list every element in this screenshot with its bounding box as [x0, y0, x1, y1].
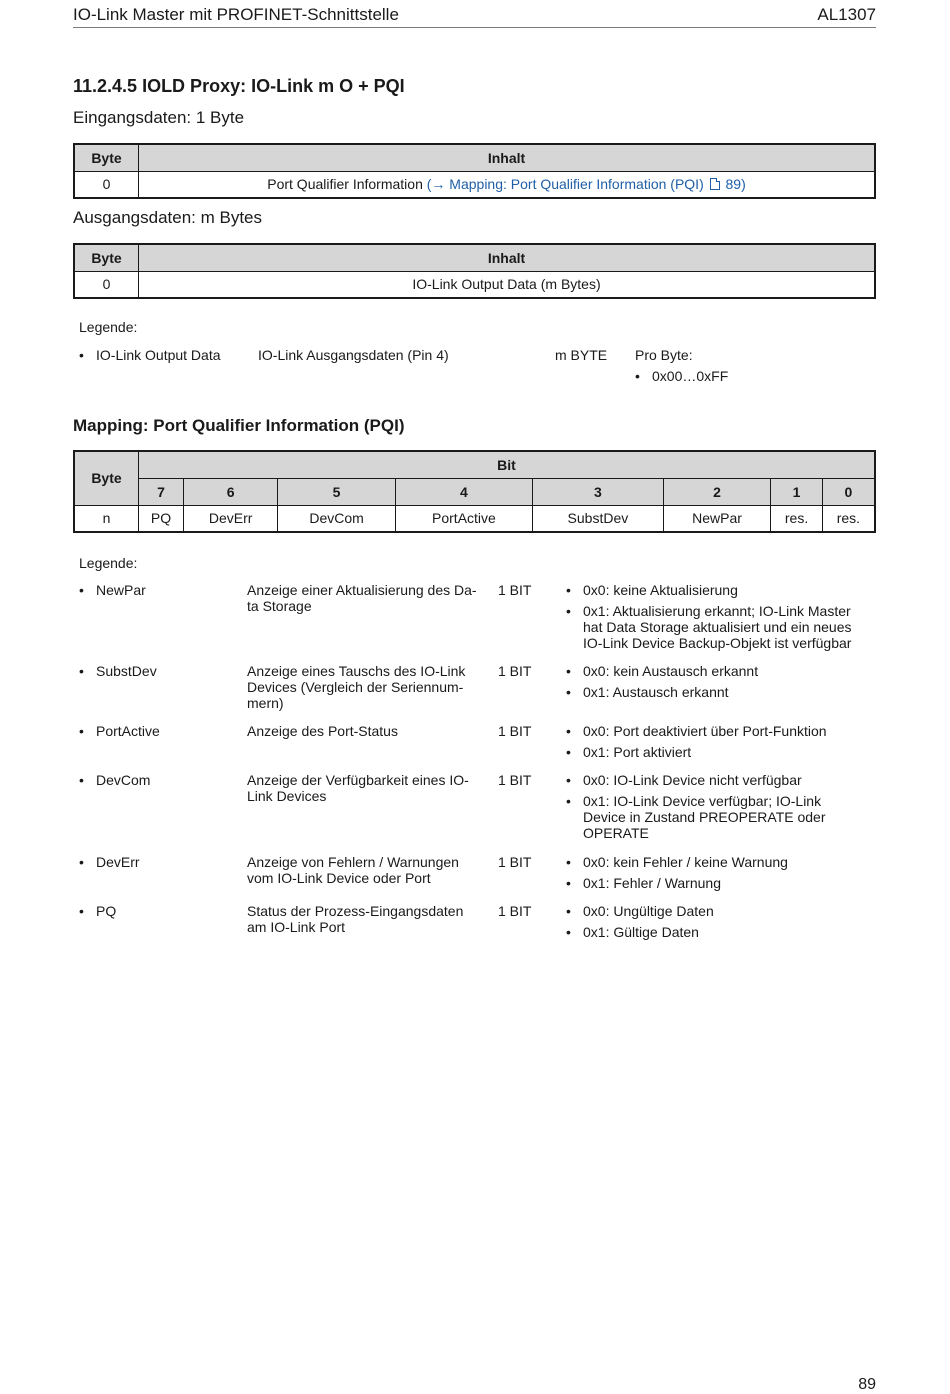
legend-item-name: • PortActive: [79, 723, 160, 739]
legend-item-value: • 0x0: IO-Link Device nicht verfügbar: [566, 772, 802, 788]
cell-byte: n: [74, 505, 139, 532]
legend-item-value: • 0x1: Aktualisierung erkannt; IO-Link Master: [566, 603, 851, 619]
legend-item-description: ta Storage: [247, 598, 312, 614]
legend-item-name: • DevErr: [79, 854, 140, 870]
legend-item-name: • IO-Link Output Data: [79, 347, 221, 363]
legend-item-value: • 0x0: kein Austausch erkannt: [566, 663, 758, 679]
page-reference-icon: [710, 178, 720, 190]
content-text: Port Qualifier Information: [267, 176, 427, 193]
pqi-mapping-table: [73, 450, 876, 533]
legend-item-type: m BYTE: [555, 347, 608, 363]
legend-item-range-value: • 0x00…0xFF: [635, 368, 728, 384]
col-header-byte: Byte: [74, 144, 139, 171]
page-number: 89: [858, 1376, 876, 1393]
legend-item-value: • 0x1: IO-Link Device verfügbar; IO-Link: [566, 793, 821, 809]
bit-value-cell: SubstDev: [533, 505, 664, 532]
legend-item-description: vom IO-Link Device oder Port: [247, 870, 431, 886]
cell-content: IO-Link Output Data (m Bytes): [139, 271, 876, 298]
output-data-heading: Ausgangsdaten: m Bytes: [73, 208, 263, 227]
mapping-link-text[interactable]: (→ Mapping: Port Qualifier Information (PQI): [426, 176, 708, 193]
mapping-heading: Mapping: Port Qualifier Information (PQI): [73, 416, 405, 435]
legend-item-type: 1 BIT: [498, 772, 532, 788]
legend-item-type: 1 BIT: [498, 582, 532, 598]
bit-value-cell: res.: [822, 505, 875, 532]
col-header-byte: Byte: [74, 244, 139, 271]
legend-item-name: • SubstDev: [79, 663, 157, 679]
bit-header: 2: [663, 478, 771, 505]
col-header-content: Inhalt: [139, 244, 876, 271]
legend-item-value: hat Data Storage aktualisiert und ein neues: [583, 619, 852, 635]
page-header: [73, 3, 876, 28]
bit-value-cell: DevCom: [278, 505, 395, 532]
legend-label: Legende:: [79, 319, 138, 335]
legend-item-type: 1 BIT: [498, 854, 532, 870]
product-code: AL1307: [817, 5, 876, 24]
legend-label: Legende:: [79, 555, 138, 571]
bit-header: 0: [822, 478, 875, 505]
bit-header: 5: [278, 478, 395, 505]
legend-item-description: mern): [247, 695, 284, 711]
cell-byte: 0: [74, 271, 139, 298]
bit-header: 7: [139, 478, 184, 505]
mapping-link[interactable]: [427, 176, 746, 192]
legend-item-value: Device in Zustand PREOPERATE oder: [583, 809, 826, 825]
legend-item-value: IO-Link Device Backup-Objekt ist verfügbar: [583, 635, 852, 651]
output-data-table: [73, 243, 876, 299]
legend-item-value: • 0x0: kein Fehler / keine Warnung: [566, 854, 788, 870]
legend-item-description: IO-Link Ausgangsdaten (Pin 4): [258, 347, 449, 363]
legend-item-name: • NewPar: [79, 582, 146, 598]
legend-item-value: OPERATE: [583, 825, 649, 841]
col-header-bit: Bit: [139, 451, 876, 478]
bit-value-cell: PortActive: [395, 505, 532, 532]
bit-value-cell: PQ: [139, 505, 184, 532]
bit-value-cell: res.: [771, 505, 823, 532]
legend-item-type: 1 BIT: [498, 903, 532, 919]
legend-item-name: • PQ: [79, 903, 116, 919]
legend-item-value: • 0x0: Port deaktiviert über Port-Funktion: [566, 723, 827, 739]
input-data-table: [73, 143, 876, 199]
col-header-byte: Byte: [74, 451, 139, 505]
legend-item-value: • 0x1: Gültige Daten: [566, 924, 699, 940]
bit-header: 3: [533, 478, 664, 505]
legend-item-description: Anzeige des Port-Status: [247, 723, 398, 739]
bit-value-cell: NewPar: [663, 505, 771, 532]
document-title: IO-Link Master mit PROFINET-Schnittstelle: [73, 5, 399, 24]
bit-header: 6: [183, 478, 277, 505]
legend-item-description: Anzeige der Verfügbarkeit eines IO-: [247, 772, 469, 788]
legend-item-type: 1 BIT: [498, 723, 532, 739]
bit-value-cell: DevErr: [183, 505, 277, 532]
legend-item-description: Status der Prozess-Eingangsdaten: [247, 903, 464, 919]
cell-byte: 0: [74, 171, 139, 198]
input-data-heading: Eingangsdaten: 1 Byte: [73, 108, 245, 127]
legend-item-value: • 0x0: keine Aktualisierung: [566, 582, 738, 598]
legend-item-type: 1 BIT: [498, 663, 532, 679]
legend-item-description: Anzeige eines Tauschs des IO-Link: [247, 663, 466, 679]
col-header-content: Inhalt: [139, 144, 876, 171]
legend-item-value: • 0x1: Fehler / Warnung: [566, 875, 721, 891]
mapping-link-page[interactable]: 89): [721, 176, 746, 193]
bit-header: 4: [395, 478, 532, 505]
legend-item-name: • DevCom: [79, 772, 150, 788]
legend-item-value: • 0x0: Ungültige Daten: [566, 903, 714, 919]
legend-item-range-label: Pro Byte:: [635, 347, 693, 363]
legend-item-description: Anzeige von Fehlern / Warnungen: [247, 854, 459, 870]
legend-item-value: • 0x1: Port aktiviert: [566, 744, 691, 760]
legend-item-description: am IO-Link Port: [247, 919, 346, 935]
section-heading: 11.2.4.5 IOLD Proxy: IO-Link m O + PQI: [73, 76, 405, 96]
legend-item-description: Devices (Vergleich der Seriennum-: [247, 679, 464, 695]
cell-content: [139, 171, 876, 198]
legend-item-description: Anzeige einer Aktualisierung des Da-: [247, 582, 477, 598]
legend-item-value: • 0x1: Austausch erkannt: [566, 684, 729, 700]
bit-header: 1: [771, 478, 823, 505]
legend-item-description: Link Devices: [247, 788, 327, 804]
